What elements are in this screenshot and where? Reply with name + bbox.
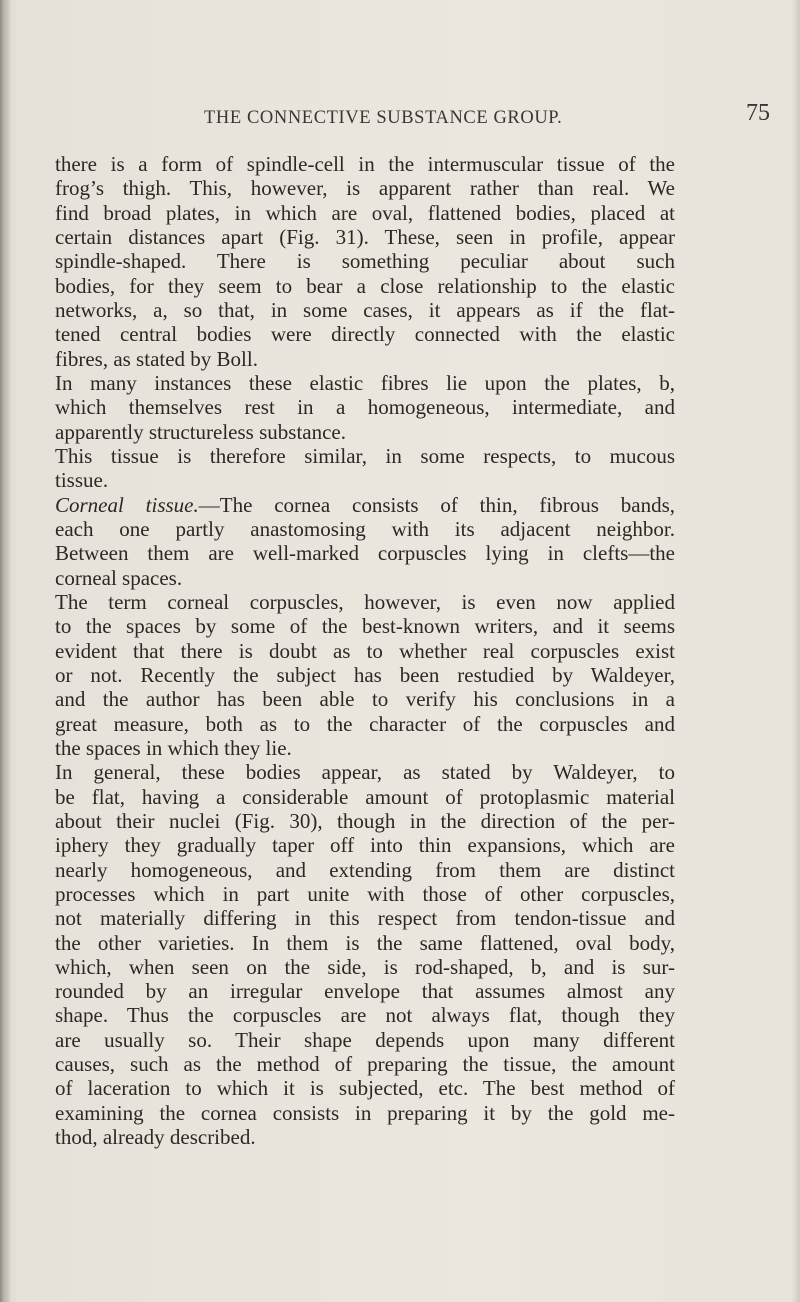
text-line: Corneal tissue.—The cornea consists of thin, fibrous bands, bbox=[55, 492, 675, 517]
text-line: to the spaces by some of the best-known writers, and it seems bbox=[55, 614, 675, 639]
text-line: rounded by an irregular envelope that assumes almost any bbox=[55, 979, 675, 1004]
running-head: THE CONNECTIVE SUBSTANCE GROUP. bbox=[204, 108, 563, 128]
section-heading-italic: Corneal tissue. bbox=[55, 492, 199, 517]
text-line: spindle-shaped. There is something peculiar about such bbox=[55, 249, 675, 274]
text-line: which themselves rest in a homogeneous, intermediate, and bbox=[55, 395, 675, 420]
text-line: are usually so. Their shape depends upon many different bbox=[55, 1027, 675, 1052]
text-line: bodies, for they seem to bear a close relationship to the elastic bbox=[55, 273, 675, 298]
text-line: In many instances these elastic fibres lie upon the plates, b, bbox=[55, 370, 675, 395]
page-binding-edge bbox=[0, 0, 10, 1302]
text-line: be flat, having a considerable amount of protoplasmic material bbox=[55, 784, 675, 809]
text-line: networks, a, so that, in some cases, it appears as if the flat- bbox=[55, 297, 675, 322]
text-line: causes, such as the method of preparing the tissue, the amount bbox=[55, 1052, 675, 1077]
text-line: In general, these bodies appear, as stated by Waldeyer, to bbox=[55, 760, 675, 785]
text-line: frog’s thigh. This, however, is apparent rather than real. We bbox=[55, 176, 675, 201]
page-right-edge bbox=[792, 0, 800, 1302]
text-line: nearly homogeneous, and extending from them are distinct bbox=[55, 857, 675, 882]
text-line: the spaces in which they lie. bbox=[55, 735, 292, 760]
text-line: This tissue is therefore similar, in some respects, to mucous bbox=[55, 443, 675, 468]
text-line: or not. Recently the subject has been restudied by Waldeyer, bbox=[55, 662, 675, 687]
text-line: Between them are well-marked corpuscles lying in clefts—the bbox=[55, 541, 675, 566]
text-line: about their nuclei (Fig. 30), though in the direction of the per- bbox=[55, 808, 675, 833]
text-line: not materially differing in this respect from tendon-tissue and bbox=[55, 906, 675, 931]
text-line: apparently structureless substance. bbox=[55, 419, 346, 444]
text-line: corneal spaces. bbox=[55, 565, 183, 590]
text-line: iphery they gradually taper off into thin expansions, which are bbox=[55, 833, 675, 858]
text-line: and the author has been able to verify his conclusions in a bbox=[55, 687, 675, 712]
text-line: shape. Thus the corpuscles are not always flat, though they bbox=[55, 1003, 675, 1028]
text-line: each one partly anastomosing with its adjacent neighbor. bbox=[55, 516, 675, 541]
text-line: tened central bodies were directly connected with the elastic bbox=[55, 322, 675, 347]
text-line: of laceration to which it is subjected, etc. The best method of bbox=[55, 1076, 675, 1101]
text-line: certain distances apart (Fig. 31). These, seen in profile, appear bbox=[55, 224, 675, 249]
body-text bbox=[55, 152, 675, 1149]
text-line: tissue. bbox=[55, 468, 109, 493]
text-line: evident that there is doubt as to whether real corpuscles exist bbox=[55, 638, 675, 663]
text-line: fibres, as stated by Boll. bbox=[55, 346, 258, 371]
text-line: the other varieties. In them is the same flattened, oval body, bbox=[55, 930, 675, 955]
text-line: there is a form of spindle-cell in the intermuscular tissue of the bbox=[55, 152, 675, 176]
page-number: 75 bbox=[746, 100, 770, 126]
text-line: processes which in part unite with those of other corpuscles, bbox=[55, 881, 675, 906]
text-line: The term corneal corpuscles, however, is even now applied bbox=[55, 589, 675, 614]
text-line: which, when seen on the side, is rod-shaped, b, and is sur- bbox=[55, 954, 675, 979]
text-line: great measure, both as to the character of the corpuscles and bbox=[55, 711, 675, 736]
text-line: thod, already described. bbox=[55, 1125, 256, 1150]
text-line: examining the cornea consists in preparing it by the gold me- bbox=[55, 1100, 675, 1125]
text-line: find broad plates, in which are oval, flattened bodies, placed at bbox=[55, 200, 675, 225]
